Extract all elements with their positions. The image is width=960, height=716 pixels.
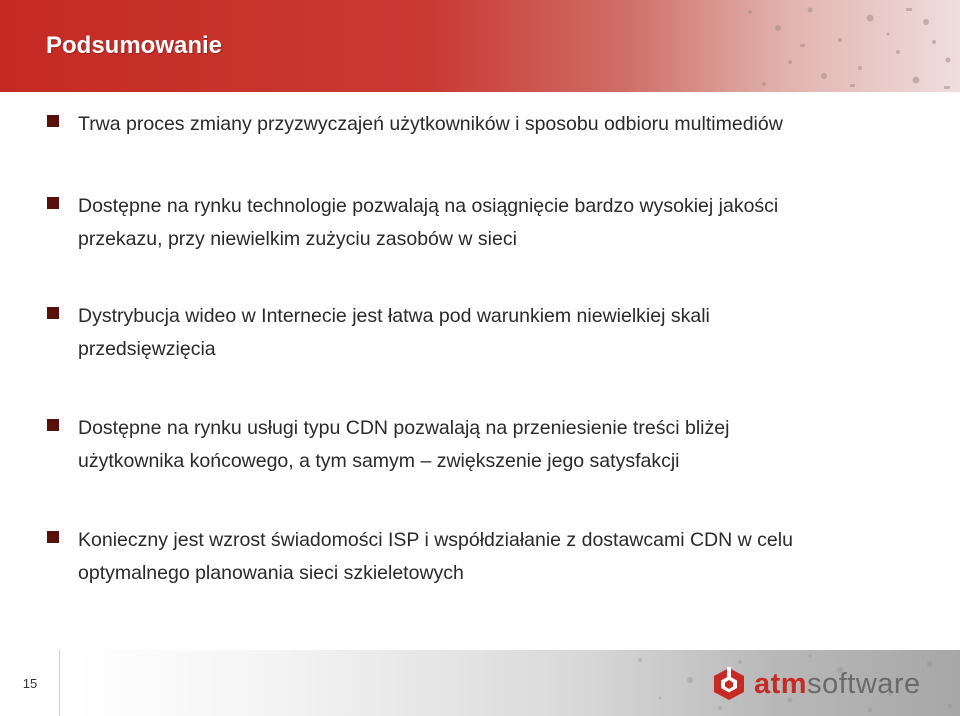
logo-text-atm: atm <box>754 668 808 700</box>
bullet-line: Dystrybucja wideo w Internecie jest łatwa pod warunkiem niewielkiej skali <box>78 305 710 327</box>
bullet-line: Trwa proces zmiany przyzwyczajeń użytkowników i sposobu odbioru multimediów <box>78 113 783 135</box>
square-bullet-icon <box>47 197 59 209</box>
logo-text-software: software <box>807 668 921 700</box>
header-texture <box>720 0 960 92</box>
bullet-text <box>78 300 908 366</box>
bullet-text <box>78 412 908 478</box>
logo-wordmark <box>754 668 921 700</box>
square-bullet-icon <box>47 115 59 127</box>
bullet-text <box>78 524 908 590</box>
bullet-line: Konieczny jest wzrost świadomości ISP i współdziałanie z dostawcami CDN w celu <box>78 529 793 551</box>
bullet-line: optymalnego planowania sieci szkieletowych <box>78 562 464 584</box>
bullet-text <box>78 190 908 256</box>
bullet-line: przedsięwzięcia <box>78 338 216 360</box>
bullet-line: Dostępne na rynku usługi typu CDN pozwalają na przeniesienie treści bliżej <box>78 417 730 439</box>
square-bullet-icon <box>47 419 59 431</box>
bullet-text <box>78 108 908 141</box>
atm-logo-icon <box>712 667 746 701</box>
slide-title: Podsumowanie <box>46 32 223 59</box>
bullet-line: użytkownika końcowego, a tym samym – zwiększenie jego satysfakcji <box>78 450 680 472</box>
atm-software-logo <box>712 667 944 703</box>
square-bullet-icon <box>47 307 59 319</box>
bullet-line: przekazu, przy niewielkim zużyciu zasobów w sieci <box>78 228 517 250</box>
bullet-line: Dostępne na rynku technologie pozwalają na osiągnięcie bardzo wysokiej jakości <box>78 195 779 217</box>
page-number: 15 <box>22 676 38 691</box>
square-bullet-icon <box>47 531 59 543</box>
page-number-box <box>0 650 60 716</box>
header-band <box>0 0 960 92</box>
